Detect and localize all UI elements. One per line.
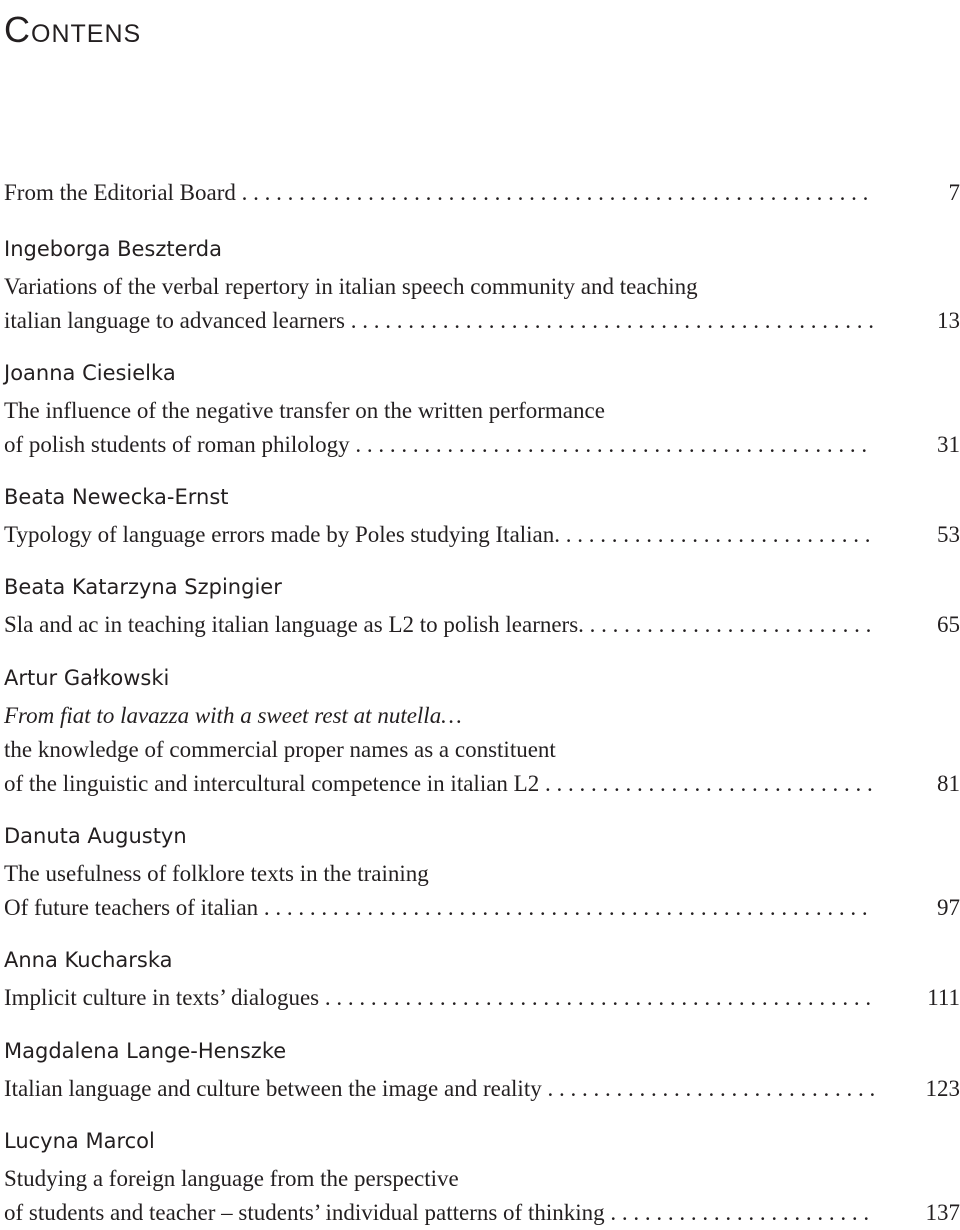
toc-entry-line	[4, 304, 960, 338]
toc-page-number[interactable]: 7	[948, 180, 960, 205]
toc-author: Ingeborga Beszterda	[4, 237, 222, 261]
toc-entry-marcol	[4, 1128, 960, 1230]
toc-entry-title[interactable]: Sla and ac in teaching italian language as L2 to polish learners. . . .	[4, 608, 874, 642]
toc-author: Magdalena Lange-Henszke	[4, 1039, 287, 1063]
toc-page-number[interactable]: 13	[937, 308, 960, 333]
toc-entry-galkowski	[4, 665, 960, 801]
toc-entry-line	[4, 981, 960, 1015]
toc-page-number[interactable]: 53	[937, 522, 960, 547]
toc-entry-title[interactable]: italian language to advanced learners . . .	[4, 304, 874, 338]
toc-entry-line	[4, 428, 960, 462]
toc-entry-augustyn	[4, 823, 960, 925]
toc-entry-beszterda	[4, 236, 960, 338]
toc-title-line: The influence of the negative transfer on the written performance	[4, 398, 605, 423]
table-of-contents	[4, 0, 960, 1229]
page-title: Contens	[4, 9, 142, 50]
toc-page-number[interactable]: 97	[937, 895, 960, 920]
toc-entry-line	[4, 518, 960, 552]
toc-entry-title[interactable]: of students and teacher – students’ individual patterns of thinking . . .	[4, 1196, 874, 1230]
toc-author: Anna Kucharska	[4, 948, 173, 972]
toc-title-line: the knowledge of commercial proper names as a constituent	[4, 737, 556, 762]
toc-entry-title[interactable]: Typology of language errors made by Poles studying Italian. . . .	[4, 518, 874, 552]
toc-entry-line	[4, 176, 960, 210]
toc-author: Lucyna Marcol	[4, 1129, 155, 1153]
toc-entry-line	[4, 608, 960, 642]
toc-entry-line	[4, 1196, 960, 1230]
toc-author: Joanna Ciesielka	[4, 361, 176, 385]
toc-entry-title[interactable]: of the linguistic and intercultural competence in italian L2 . . .	[4, 767, 874, 801]
toc-page-number[interactable]: 65	[937, 612, 960, 637]
toc-page-number[interactable]: 81	[937, 771, 960, 796]
toc-author: Danuta Augustyn	[4, 824, 187, 848]
toc-entry-editorial	[4, 176, 960, 210]
toc-entry-kucharska	[4, 947, 960, 1015]
toc-page-number[interactable]: 123	[925, 1076, 960, 1101]
toc-author: Beata Katarzyna Szpingier	[4, 575, 282, 599]
toc-entry-line	[4, 767, 960, 801]
toc-title-line-italic: From fiat to lavazza with a sweet rest at nutella…	[4, 703, 462, 728]
toc-entry-ciesielka	[4, 360, 960, 462]
toc-title-line: Studying a foreign language from the perspective	[4, 1166, 459, 1191]
toc-entry-title[interactable]: From the Editorial Board . . .	[4, 176, 874, 210]
toc-entry-line	[4, 1072, 960, 1106]
toc-title-line: The usefulness of folklore texts in the training	[4, 861, 429, 886]
toc-entry-szpingier	[4, 574, 960, 642]
toc-entry-title[interactable]: Implicit culture in texts’ dialogues . . .	[4, 981, 874, 1015]
toc-page-number[interactable]: 111	[927, 985, 960, 1010]
toc-author: Artur Gałkowski	[4, 666, 170, 690]
toc-author: Beata Newecka-Ernst	[4, 485, 229, 509]
toc-entry-lange-henszke	[4, 1038, 960, 1106]
toc-entry-title[interactable]: of polish students of roman philology . . .	[4, 428, 874, 462]
toc-page-number[interactable]: 31	[937, 432, 960, 457]
toc-entry-title[interactable]: Of future teachers of italian . . .	[4, 891, 874, 925]
toc-entry-newecka-ernst	[4, 484, 960, 552]
toc-entry-title[interactable]: Italian language and culture between the image and reality . . .	[4, 1072, 874, 1106]
toc-title-line: Variations of the verbal repertory in italian speech community and teaching	[4, 274, 698, 299]
toc-entry-line	[4, 891, 960, 925]
toc-page-number[interactable]: 137	[925, 1200, 960, 1225]
